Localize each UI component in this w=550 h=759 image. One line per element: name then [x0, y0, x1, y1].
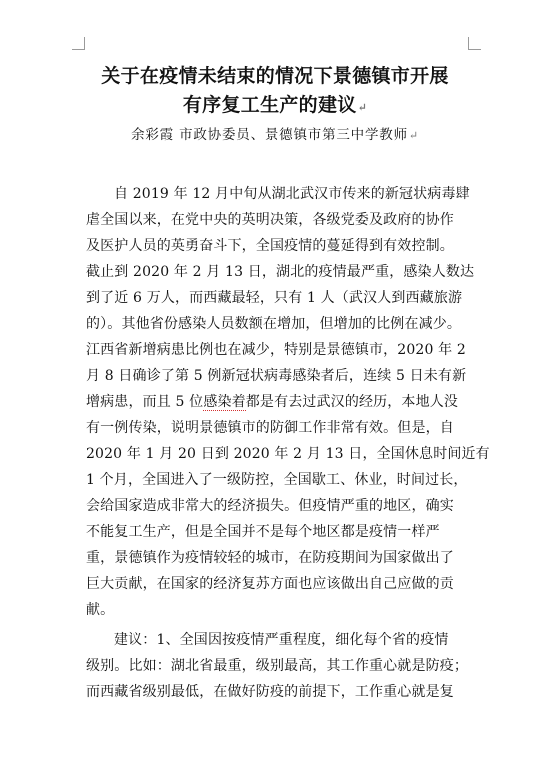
body-line: 不能复工生产，但是全国并不是每个地区都是疫情一样严: [86, 524, 440, 540]
body-line: 虐全国以来，在党中央的英明决策，各级党委及政府的协作: [86, 212, 454, 228]
author-line: 余彩霞 市政协委员、景德镇市第三中学教师↵: [131, 127, 419, 143]
body-line: 自 2019 年 12 月中旬从湖北武汉市传来的新冠状病毒肆: [114, 186, 470, 202]
margin-corner-mark-right: [468, 37, 481, 50]
body-line: 2020 年 1 月 20 日到 2020 年 2 月 13 日，全国休息时间近有: [86, 446, 490, 462]
title-line-2: 有序复工生产的建议↵: [182, 94, 368, 116]
margin-corner-mark-left: [72, 37, 85, 50]
body-line: 及医护人员的英勇奋斗下，全国疫情的蔓延得到有效控制。: [86, 238, 454, 254]
body-line: 献。: [86, 602, 115, 618]
body-line: 会给国家造成非常大的经济损失。但疫情严重的地区，确实: [86, 498, 454, 514]
body-line: 级别。比如：湖北省最重，级别最高，其工作重心就是防疫；: [86, 658, 469, 674]
body-line: 建议：1、全国因按疫情严重程度，细化每个省的疫情: [114, 632, 449, 648]
body-line: 的）。其他省份感染人员数额在增加，但增加的比例在减少。: [86, 316, 462, 332]
body-line: 而西藏省级别最低，在做好防疫的前提下，工作重心就是复: [86, 684, 454, 700]
paragraph-mark-icon: ↵: [357, 101, 368, 114]
body-line: 1 个月，全国进入了一级防控，全国歇工、休业，时间过长，: [86, 472, 468, 488]
body-line: 到了近 6 万人，而西藏最轻，只有 1 人（武汉人到西藏旅游: [86, 290, 463, 306]
body-line: 增病患，而且 5 位感染着都是有去过武汉的经历，本地人没: [86, 394, 459, 410]
body-line: 江西省新增病患比例也在减少，特别是景德镇市，2020 年 2: [86, 342, 466, 358]
title-line-1: 关于在疫情未结束的情况下景德镇市开展: [101, 65, 449, 87]
paragraph-mark-icon: ↵: [408, 129, 419, 142]
body-line: 有一例传染，说明景德镇市的防御工作非常有效。但是，自: [86, 420, 454, 436]
body-line: 巨大贡献，在国家的经济复苏方面也应该做出自己应做的贡: [86, 576, 454, 592]
body-line: 截止到 2020 年 2 月 13 日，湖北的疫情最严重，感染人数达: [86, 264, 475, 280]
body-line: 月 8 日确诊了第 5 例新冠状病毒感染者后，连续 5 日未有新: [86, 368, 467, 384]
spellcheck-underline: 感染着: [203, 394, 246, 410]
body-line: 重，景德镇作为疫情较轻的城市，在防疫期间为国家做出了: [86, 550, 454, 566]
